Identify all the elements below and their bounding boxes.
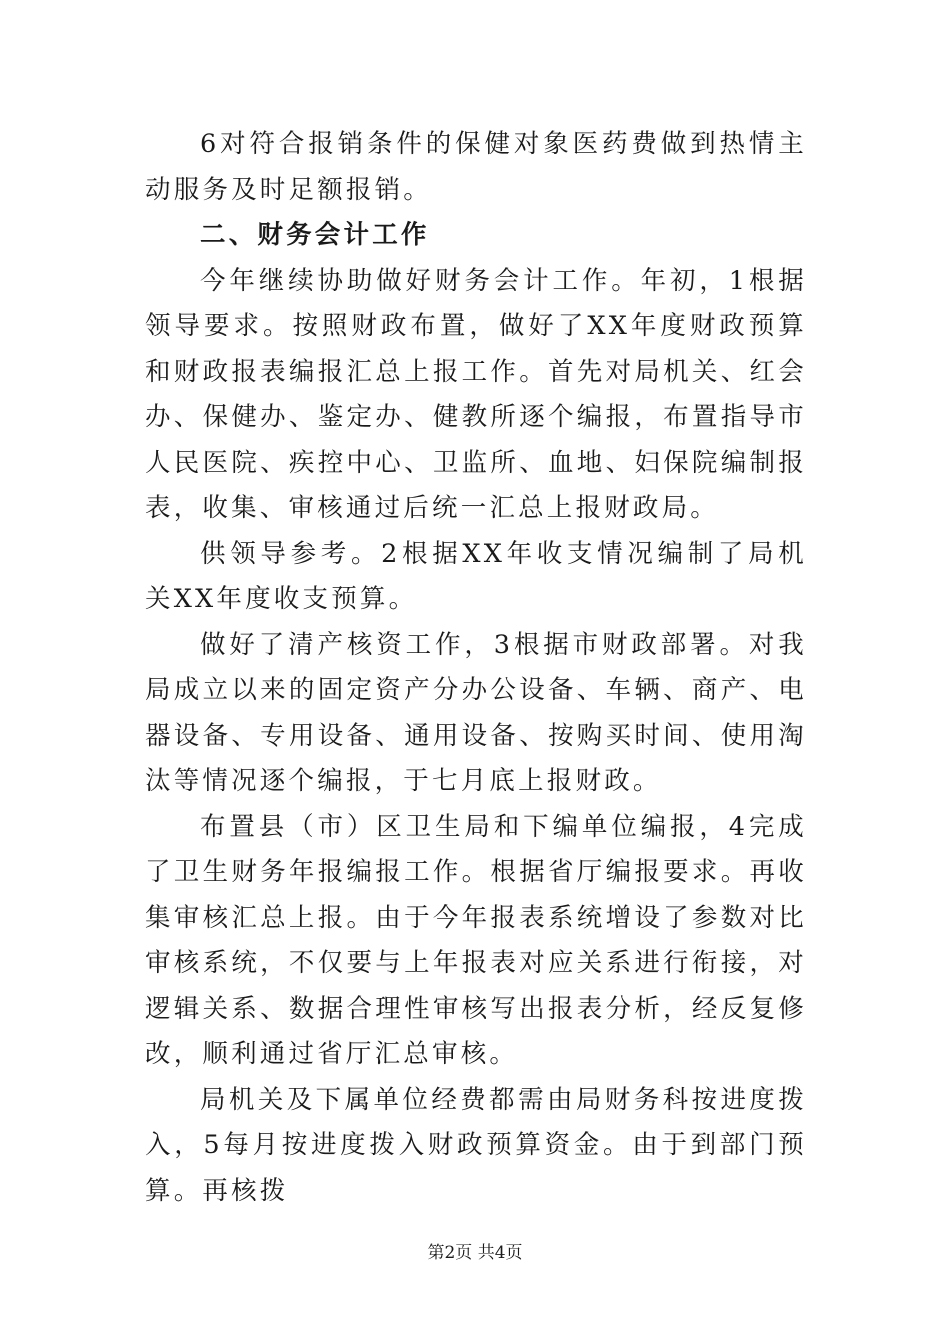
document-body bbox=[145, 122, 807, 1214]
paragraph-asset-audit: 做好了清产核资工作，3根据市财政部署。对我局成立以来的固定资产分办公设备、车辆、商产、电器设备、专用设备、通用设备、按购买时间、使用淘汰等情况逐个编报，于七月底上报财政。 bbox=[145, 629, 807, 796]
paragraph-finance-intro: 今年继续协助做好财务会计工作。年初，1根据领导要求。按照财政布置，做好了XX年度财政预算和财政报表编报汇总上报工作。首先对局机关、红会办、保健办、鉴定办、健教所逐个编报，布置指导市人民医院、疾控中心、卫监所、血地、妇保院编制报表，收集、审核通过后统一汇总上报财政局。 bbox=[145, 265, 807, 523]
paragraph-funding: 局机关及下属单位经费都需由局财务科按进度拨入，5每月按进度拨入财政预算资金。由于到部门预算。再核拨 bbox=[145, 1084, 807, 1206]
paragraph-annual-report: 布置县（市）区卫生局和下编单位编报，4完成了卫生财务年报编报工作。根据省厅编报要求。再收集审核汇总上报。由于今年报表系统增设了参数对比审核系统，不仅要与上年报表对应关系进行衔接，对逻辑关系、数据合理性审核写出报表分析，经反复修改，顺利通过省厅汇总审核。 bbox=[145, 811, 807, 1069]
paragraph-item-6: 6对符合报销条件的保健对象医药费做到热情主动服务及时足额报销。 bbox=[145, 129, 807, 205]
page-number-footer: 第2页 共4页 bbox=[427, 1243, 523, 1263]
section-heading-finance: 二、财务会计工作 bbox=[200, 220, 430, 250]
paragraph-budget: 供领导参考。2根据XX年收支情况编制了局机关XX年度收支预算。 bbox=[145, 538, 807, 614]
